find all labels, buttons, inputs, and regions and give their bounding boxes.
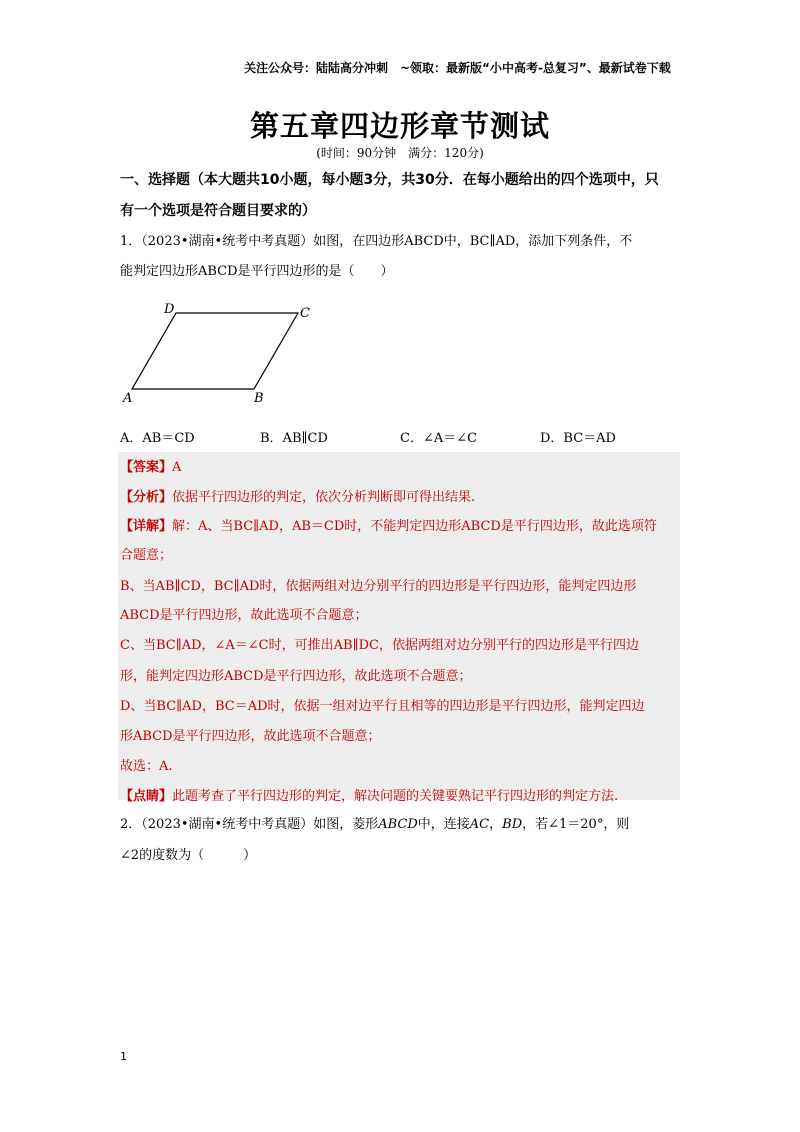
option-a: A．AB＝CD	[120, 431, 195, 446]
detail-line-3: B、当AB∥CD，BC∥AD时，依据两组对边分别平行的四边形是平行四边形，能判定四边形	[120, 579, 637, 594]
q2-stem-line2: ∠2的度数为（ ）	[120, 848, 257, 863]
q2-text-d: ，若∠1＝20°，则	[522, 817, 630, 832]
analysis-tag: 【分析】	[120, 490, 173, 505]
comment-text: 此题考查了平行四边形的判定，解决问题的关键要熟记平行四边形的判定方法.	[172, 789, 619, 804]
label-b: B	[254, 391, 264, 406]
analysis-text: 依据平行四边形的判定，依次分析判断即可得出结果.	[172, 490, 476, 505]
answer-line	[120, 456, 680, 475]
q2-abcd: ABCD	[378, 817, 418, 832]
page-subtitle: (时间：90分钟 满分：120分)	[316, 146, 484, 160]
detail-line-5: C、当BC∥AD，∠A＝∠C时，可推出AB∥DC，依据两组对边分别平行的四边形是平行四边	[120, 638, 639, 653]
q1-stem-line1: 1．（2023•湖南•统考中考真题）如图，在四边形ABCD中，BC∥AD，添加下列条件，不	[120, 234, 633, 249]
detail-line-9: 故选：A.	[120, 759, 173, 774]
detail-line-2: 合题意；	[120, 548, 173, 563]
label-a: A	[123, 391, 133, 406]
detail-line-7: D、当BC∥AD，BC＝AD时，依据一组对边平行且相等的四边形是平行四边形，能判定四边	[120, 699, 645, 714]
page-number: 1	[120, 1050, 127, 1063]
q2-stem-line1	[120, 815, 680, 835]
q2-text-c: ，	[489, 817, 503, 832]
q2-text-a: 2．（2023•湖南•统考中考真题）如图，菱形	[120, 817, 379, 832]
detail-line-1	[120, 515, 680, 534]
option-c: C．∠A＝∠C	[400, 431, 478, 446]
label-c: C	[300, 306, 310, 321]
detail-line-8: 形ABCD是平行四边形，故此选项不合题意；	[120, 729, 381, 744]
answer-value: A	[172, 460, 182, 475]
q1-stem-line2: 能判定四边形ABCD是平行四边形的是（ ）	[120, 264, 394, 279]
option-d: D．BC＝AD	[540, 431, 616, 446]
analysis-line	[120, 486, 680, 505]
detail-line-6: 形，能判定四边形ABCD是平行四边形，故此选项不合题意；	[120, 669, 472, 684]
section-heading-line1: 一、选择题（本大题共10小题，每小题3分，共30分．在每小题给出的四个选项中，只	[120, 172, 659, 188]
q2-ac: AC	[469, 817, 490, 832]
comment-tag: 【点睛】	[120, 789, 173, 804]
q2-text-b: 中，连接	[417, 817, 470, 832]
option-b: B．AB∥CD	[260, 431, 328, 446]
section-heading-line2: 有一个选项是符合题目要求的）	[120, 203, 316, 219]
q1-options	[120, 427, 680, 447]
detail-tag: 【详解】	[120, 519, 173, 534]
page-title: 第五章四边形章节测试	[249, 109, 550, 143]
label-d: D	[164, 302, 175, 317]
answer-tag: 【答案】	[120, 460, 173, 475]
q2-bd: BD	[502, 817, 523, 832]
detail-text-1: 解：A、当BC∥AD，AB＝CD时，不能判定四边形ABCD是平行四边形，故此选项符	[172, 519, 657, 534]
detail-line-4: ABCD是平行四边形，故此选项不合题意；	[120, 608, 368, 623]
comment-line	[120, 785, 680, 804]
header-note: 关注公众号：陆陆高分冲刺 ~领取：最新版“小中高考-总复习”、最新试卷下载	[244, 61, 671, 75]
parallelogram-figure	[118, 298, 318, 408]
parallelogram-shape	[132, 313, 298, 389]
